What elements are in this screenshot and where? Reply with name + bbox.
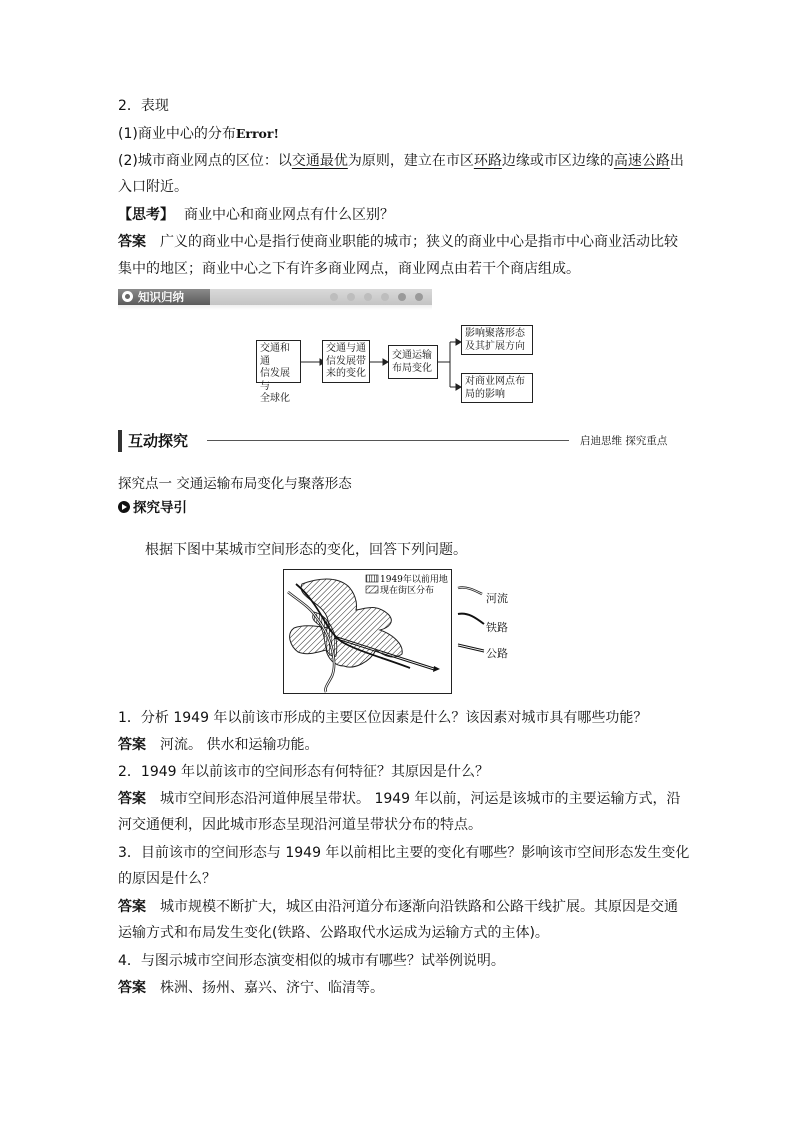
think-label: 【思考】	[118, 207, 174, 223]
bullet-circle-icon	[122, 291, 133, 302]
answer-3-continued: 运输方式和布局发生变化(铁路、公路取代水运成为运输方式的主体)。	[118, 925, 549, 941]
intro-text: 根据下图中某城市空间形态的变化，回答下列问题。	[145, 542, 467, 558]
decor-dot-icon	[347, 293, 355, 301]
answer-2	[118, 789, 681, 809]
error-text: Error!	[235, 126, 279, 141]
item-1-text: (1)商业中心的分布	[118, 126, 236, 142]
flow-box-changes: 交通与通 信发展带 来的变化	[322, 340, 370, 383]
knowledge-banner-title	[118, 289, 210, 305]
section-title: 互动探究	[128, 432, 189, 450]
arrow-head-icon	[433, 666, 440, 672]
city-map-figure	[283, 569, 452, 694]
item-2-underlined: 环路	[473, 153, 502, 169]
item-2-underlined: 高速公路	[613, 153, 670, 169]
question-4: 4．与图示城市空间形态演变相似的城市有哪些？试举例说明。	[118, 953, 505, 969]
answer-label: 答案	[118, 791, 146, 807]
think-answer-continued: 集中的地区；商业中心之下有许多商业网点，商业网点由若干个商店组成。	[118, 261, 580, 277]
banner-shadow	[118, 305, 432, 310]
item-2	[118, 151, 684, 171]
answer-2-text: 城市空间形态沿河道伸展呈带状。 1949 年以前，河运是该城市的主要运输方式，沿	[160, 791, 681, 807]
decor-dot-icon	[381, 293, 389, 301]
question-2: 2．1949 年以前该市的空间形态有何特征？其原因是什么？	[118, 764, 489, 780]
decor-dot-icon	[364, 293, 372, 301]
answer-3	[118, 897, 678, 917]
guide-label: 探究导引	[133, 500, 187, 516]
answer-2-continued: 河交通便利，因此城市形态呈现沿河道呈带状分布的特点。	[118, 817, 482, 833]
answer-4-text: 株洲、扬州、嘉兴、济宁、临清等。	[160, 980, 384, 996]
key-rail-label: 铁路	[486, 621, 508, 634]
item-2-underlined: 交通最优	[291, 153, 348, 169]
think-row	[118, 205, 394, 225]
item-2-part: 为原则，建立在市区	[347, 153, 474, 169]
think-question: 商业中心和商业网点有什么区别？	[184, 207, 394, 223]
decor-dot-icon	[398, 293, 406, 301]
answer-label: 答案	[118, 234, 146, 250]
think-answer	[118, 232, 678, 252]
knowledge-banner	[118, 289, 432, 305]
guide-heading	[118, 498, 187, 518]
item-2-part: (2)城市商业网点的区位：以	[118, 153, 292, 169]
legend-now-swatch	[366, 586, 378, 593]
decor-dot-icon	[330, 293, 338, 301]
play-circle-icon	[118, 501, 130, 513]
answer-label: 答案	[118, 980, 146, 996]
city-map	[284, 570, 451, 693]
answer-4	[118, 978, 384, 998]
section-subtitle: 启迪思维 探究重点	[580, 435, 668, 447]
question-3: 3．目前该市的空间形态与 1949 年以前相比主要的变化有哪些？影响该市空间形态发生变化	[118, 845, 690, 861]
legend-1949-swatch	[366, 575, 378, 582]
knowledge-banner-label: 知识归纳	[138, 290, 184, 304]
section-rule	[207, 440, 569, 441]
section-heading: 2．表现	[118, 98, 169, 114]
key-road-label: 公路	[486, 647, 508, 660]
section-marker	[118, 430, 122, 452]
answer-1-text: 河流。 供水和运输功能。	[160, 737, 319, 753]
answer-1	[118, 735, 318, 755]
flow-box-settlement: 影响聚落形态 及其扩展方向	[461, 325, 533, 355]
item-2-part: 出	[669, 153, 684, 169]
item-2-part: 边缘或市区边缘的	[501, 153, 614, 169]
answer-text: 广义的商业中心是指行使商业职能的城市；狭义的商业中心是指市中心商业活动比较	[160, 234, 678, 250]
flow-box-globalization: 交通和通 信发展与 全球化	[256, 340, 301, 383]
legend-1949-label: 1949年以前用地	[380, 575, 448, 585]
answer-3-text: 城市规模不断扩大，城区由沿河道分布逐渐向沿铁路和公路干线扩展。其原因是交通	[160, 899, 678, 915]
flow-box-layout-change: 交通运输 布局变化	[388, 345, 438, 379]
question-3-continued: 的原因是什么？	[118, 871, 216, 887]
answer-label: 答案	[118, 737, 146, 753]
point-title: 探究点一 交通运输布局变化与聚落形态	[118, 476, 352, 492]
question-1: 1．分析 1949 年以前该市形成的主要区位因素是什么？该因素对城市具有哪些功能？	[118, 710, 648, 726]
item-2-continued: 入口附近。	[118, 179, 188, 195]
key-river-label: 河流	[486, 592, 508, 605]
item-1	[118, 124, 279, 144]
legend-now-label: 现在街区分布	[380, 586, 435, 596]
answer-label: 答案	[118, 899, 146, 915]
flow-box-commerce: 对商业网点布 局的影响	[461, 373, 533, 403]
decor-dot-icon	[415, 293, 423, 301]
